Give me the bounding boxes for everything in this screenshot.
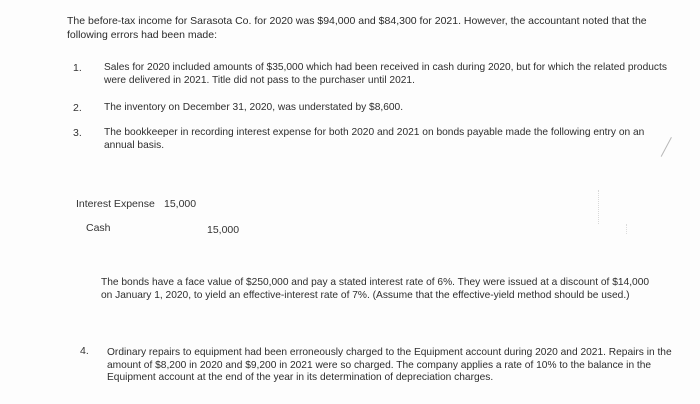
- item-3-number: 3.: [73, 127, 82, 139]
- faint-mark: [598, 190, 601, 224]
- item-2-text: The inventory on December 31, 2020, was understated by $8,600.: [104, 102, 404, 113]
- item-3-text: The bookkeeper in recording interest expense for both 2020 and 2021 on bonds payable made the following entry on an annual basis.: [104, 127, 645, 151]
- item-1-number: 1.: [73, 62, 82, 74]
- intro-paragraph: The before-tax income for Sarasota Co. for 2020 was $94,000 and $84,300 for 2021. However, the accountant noted that the following errors had been made:: [67, 15, 647, 41]
- item-4-text: Ordinary repairs to equipment had been erroneously charged to the Equipment account during 2020 and 2021. Repairs in the amount of $8,200 in 2020 and $9,200 in 2021 were so charged. The company applies a rate of 10% to the balance in the Equipment account at the end of the year in its determination of depreciation charges.: [107, 347, 672, 383]
- item-4-number: 4.: [80, 345, 89, 357]
- item-2-number: 2.: [73, 102, 82, 114]
- pen-mark: [661, 137, 672, 157]
- journal-debit-amount: 15,000: [164, 198, 197, 210]
- faint-mark-2: [626, 224, 629, 234]
- journal-debit-account: Interest Expense: [76, 198, 155, 210]
- bond-note: The bonds have a face value of $250,000 and pay a stated interest rate of 6%. They were issued at a discount of $14,000 on January 1, 2020, to yield an effective-interest rate of 7%. (Assume that the effective-yield method should be used.): [101, 277, 650, 301]
- journal-credit-account: Cash: [86, 222, 111, 234]
- journal-credit-amount: 15,000: [207, 224, 240, 236]
- item-1-text: Sales for 2020 included amounts of $35,000 which had been received in cash during 2020, but for which the related products were delivered in 2021. Title did not pass to the purchaser until 2021.: [104, 62, 667, 86]
